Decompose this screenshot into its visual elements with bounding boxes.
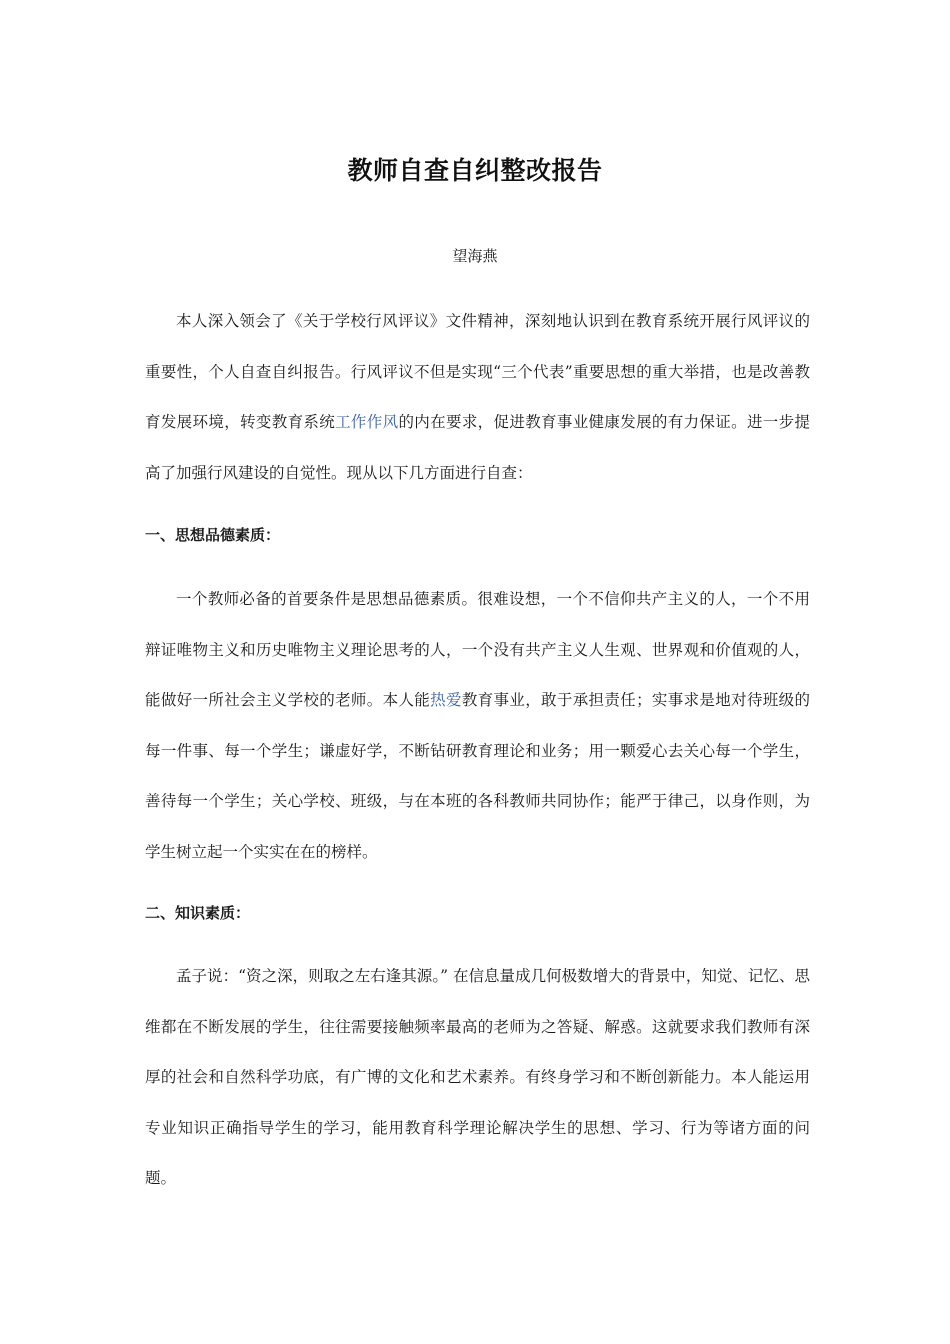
section1-text-part2: 教育事业，敢于承担责任；实事求是地对待班级的每一件事、每一个学生；谦虚好学，不断钻研教育理论和业务；用一颗爱心去关心每一个学生，善待每一个学生；关心学校、班级，与在本班的各科教师共同协作；能严于律己，以身作则，为学生树立起一个实实在在的榜样。: [145, 691, 810, 861]
intro-text-part1: 本人深入领会了《关于学校行风评议》文件精神，深刻地认识到在教育系统开展行风评议的重要性，个人自查自纠报告。行风评议不但是实现“三个代表”重要思想的重大举措，也是改善教育发展环境，转变教育系统: [145, 312, 810, 431]
intro-link-work-style[interactable]: 工作作风: [335, 413, 399, 431]
document-title: 教师自查自纠整改报告: [347, 156, 603, 185]
section2-paragraph: 孟子说：“资之深，则取之左右逢其源。” 在信息量成几何极数增大的背景中，知觉、记忆、思维都在不断发展的学生，往往需要接触频率最高的老师为之答疑、解惑。这就要求我们教师有深厚的社会和自然科学功底，有广博的文化和艺术素养。有终身学习和不断创新能力。本人能运用专业知识正确指导学生的学习，能用教育科学理论解决学生的思想、学习、行为等诸方面的问题。: [145, 967, 810, 1187]
document-author: 望海燕: [452, 247, 498, 265]
section1-link-love[interactable]: 热爱: [430, 691, 462, 709]
intro-paragraph: [145, 296, 810, 498]
section1-heading: 一、思想品德素质：: [145, 526, 281, 544]
intro-text-part2: 的内在要求，促进教育事业健康发展的有力保证。进一步提高了加强行风建设的自觉性。现从以下几方面进行自查：: [145, 413, 810, 482]
section2-heading: 二、知识素质：: [145, 904, 251, 922]
section1-text-part1: 一个教师必备的首要条件是思想品德素质。很难设想，一个不信仰共产主义的人，一个不用辩证唯物主义和历史唯物主义理论思考的人，一个没有共产主义人生观、世界观和价值观的人，能做好一所社会主义学校的老师。本人能: [145, 590, 810, 709]
section1-paragraph: [145, 574, 810, 877]
